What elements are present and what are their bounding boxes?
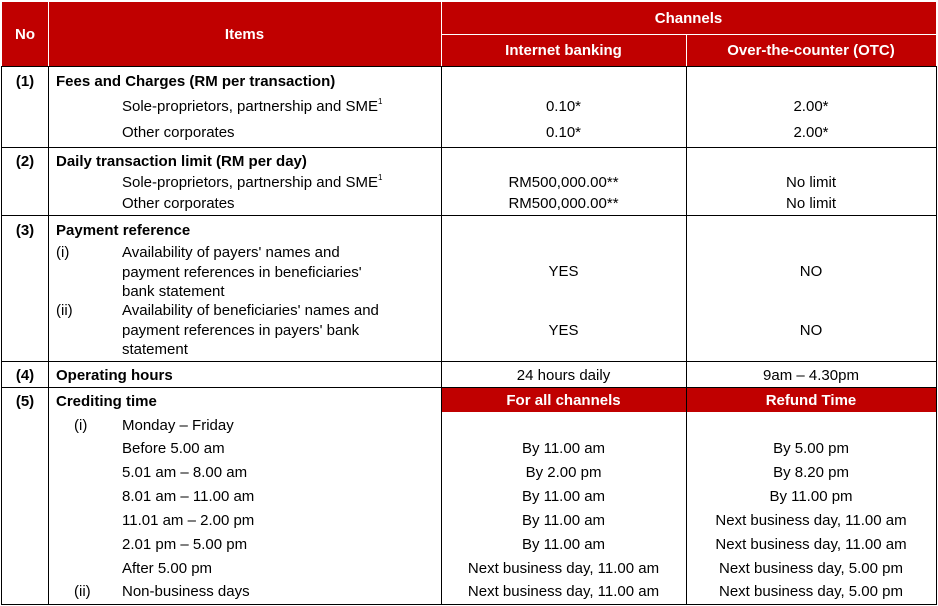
reference-row-1-index: (i)	[56, 244, 70, 261]
crediting-row-otc: By 5.00 pm	[773, 440, 849, 457]
fees-row-1-ib: 0.10*	[545, 98, 582, 115]
reference-row-2-line-3: statement	[122, 341, 188, 358]
reference-row-1-line-2: payment references in beneficiaries'	[122, 264, 362, 281]
limit-row-1-label	[122, 173, 382, 192]
fees-row-1-label	[122, 97, 382, 116]
crediting-row-label: Before 5.00 am	[122, 440, 225, 457]
crediting-nonbiz-label: Non-business days	[122, 583, 250, 600]
header-otc	[686, 35, 936, 66]
crediting-weekday-index: (i)	[74, 417, 88, 434]
limit-row-1-ib: RM500,000.00**	[508, 174, 619, 191]
crediting-nonbiz-ib: Next business day, 11.00 am	[467, 583, 660, 600]
section-3-title: Payment reference	[56, 222, 191, 239]
crediting-row-ib: By 11.00 am	[521, 536, 606, 553]
header-no	[2, 2, 48, 66]
section-3-number: (3)	[15, 222, 35, 239]
limit-row-1-otc: No limit	[785, 174, 836, 191]
footnote-marker: 1	[377, 173, 383, 182]
reference-row-2-line-2: payment references in payers' bank	[122, 322, 360, 339]
reference-row-1-ib: YES	[548, 263, 579, 280]
limit-row-2-otc: No limit	[785, 195, 836, 212]
subheader-refund-time	[686, 388, 936, 412]
header-channels-text: Channels	[654, 10, 723, 27]
crediting-row-otc: Next business day, 11.00 am	[715, 512, 907, 529]
crediting-row-otc: Next business day, 5.00 pm	[719, 560, 903, 577]
crediting-row-ib: By 11.00 am	[521, 512, 606, 529]
crediting-row-label: 11.01 am – 2.00 pm	[122, 512, 255, 529]
crediting-row-ib: By 2.00 pm	[525, 464, 602, 481]
subheader-for-all-channels-text: For all channels	[506, 391, 621, 409]
reference-row-1-line-3: bank statement	[122, 283, 225, 300]
subheader-for-all-channels	[441, 388, 686, 412]
crediting-row-otc: Next business day, 11.00 am	[715, 536, 907, 553]
crediting-weekday-label: Monday – Friday	[122, 417, 234, 434]
crediting-row-label: After 5.00 pm	[122, 560, 213, 577]
header-channels	[441, 2, 936, 35]
section-2-title: Daily transaction limit (RM per day)	[56, 153, 307, 170]
header-internet-banking-text: Internet banking	[505, 42, 622, 59]
crediting-row-ib: By 11.00 am	[521, 440, 606, 457]
limit-row-2-label: Other corporates	[122, 195, 235, 212]
header-internet-banking	[441, 35, 686, 66]
crediting-row-label: 8.01 am – 11.00 am	[122, 488, 255, 505]
reference-row-2-line-1: Availability of beneficiaries' names and	[122, 302, 379, 319]
fees-row-1-label-text: Sole-proprietors, partnership and SME	[122, 98, 378, 115]
limit-row-2-ib: RM500,000.00**	[508, 195, 619, 212]
limit-row-1-label-text: Sole-proprietors, partnership and SME	[122, 174, 378, 191]
reference-row-2-index: (ii)	[56, 302, 73, 319]
crediting-row-label: 2.01 pm – 5.00 pm	[122, 536, 248, 553]
fees-row-2-label: Other corporates	[122, 124, 235, 141]
section-4-number: (4)	[15, 367, 35, 384]
section-2-number: (2)	[15, 153, 35, 170]
crediting-row-label: 5.01 am – 8.00 am	[122, 464, 248, 481]
header-items	[48, 2, 441, 66]
hours-otc: 9am – 4.30pm	[763, 367, 859, 384]
section-4-title: Operating hours	[56, 367, 173, 384]
crediting-row-otc: By 11.00 pm	[769, 488, 853, 505]
header-items-text: Items	[224, 25, 265, 43]
section-1-number: (1)	[15, 73, 35, 90]
fees-row-1-otc: 2.00*	[793, 98, 829, 115]
crediting-row-ib: By 11.00 am	[521, 488, 606, 505]
fees-row-2-ib: 0.10*	[545, 124, 582, 141]
footnote-marker: 1	[377, 97, 383, 106]
section-5-title: Crediting time	[56, 393, 157, 410]
section-5-number: (5)	[15, 393, 35, 410]
hours-ib: 24 hours daily	[516, 367, 611, 384]
reference-row-2-otc: NO	[799, 322, 823, 339]
crediting-row-otc: By 8.20 pm	[773, 464, 849, 481]
crediting-row-ib: Next business day, 11.00 am	[467, 560, 660, 577]
section-1-title: Fees and Charges (RM per transaction)	[56, 73, 336, 90]
header-no-text: No	[15, 25, 35, 43]
subheader-refund-time-text: Refund Time	[765, 391, 857, 409]
fees-row-2-otc: 2.00*	[793, 124, 829, 141]
crediting-nonbiz-otc: Next business day, 5.00 pm	[719, 583, 903, 600]
reference-row-2-ib: YES	[548, 322, 579, 339]
header-otc-text: Over-the-counter (OTC)	[727, 42, 895, 59]
reference-row-1-otc: NO	[799, 263, 823, 280]
reference-row-1-line-1: Availability of payers' names and	[122, 244, 340, 261]
crediting-nonbiz-index: (ii)	[74, 583, 91, 600]
